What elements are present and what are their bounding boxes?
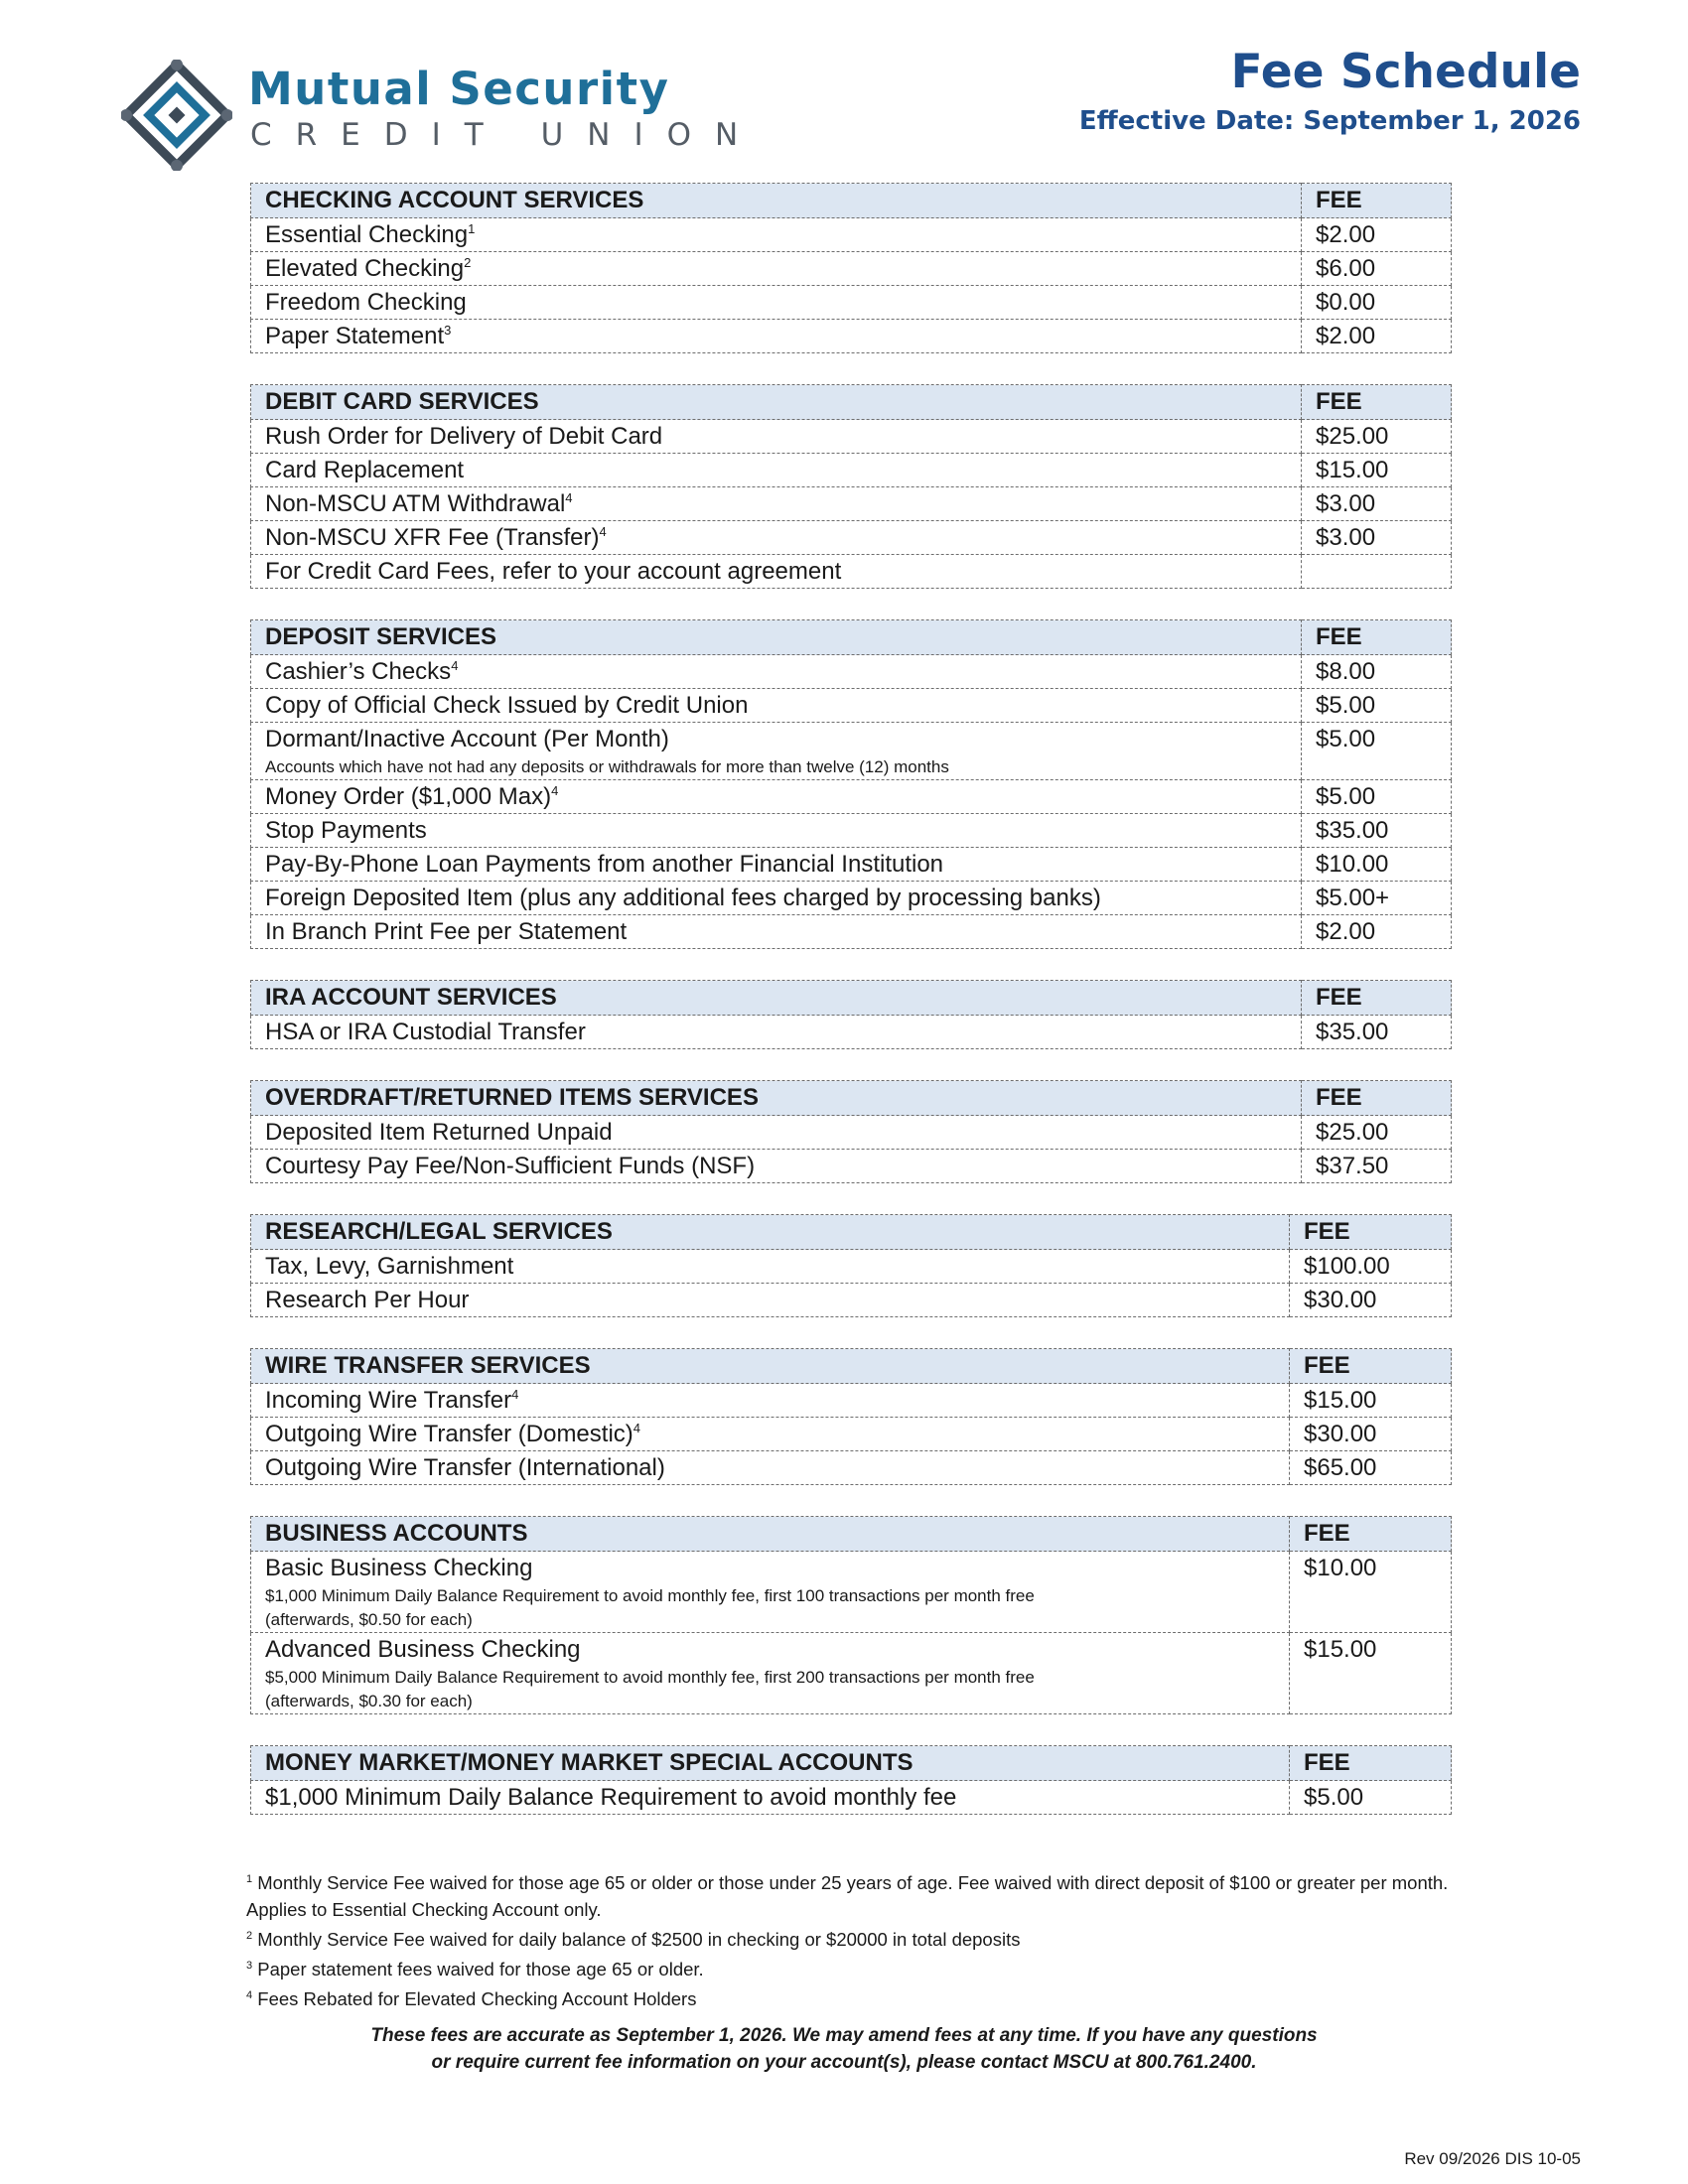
footnote-line — [246, 1953, 1577, 1982]
footnote-marker: 4 — [633, 1421, 641, 1435]
service-name: HSA or IRA Custodial Transfer — [265, 1019, 586, 1045]
service-cell — [251, 454, 1302, 487]
fee-table — [250, 1348, 1452, 1485]
fee-table — [250, 1080, 1452, 1183]
fee-amount: $100.00 — [1290, 1250, 1452, 1284]
table-row — [251, 1633, 1452, 1714]
service-cell — [251, 1284, 1290, 1317]
fee-column-header: FEE — [1290, 1215, 1452, 1250]
section-header-row — [251, 1081, 1452, 1116]
service-cell — [251, 320, 1302, 353]
section-header-row — [251, 1349, 1452, 1384]
fee-column-header: FEE — [1302, 184, 1452, 218]
table-row — [251, 780, 1452, 814]
service-detail: $1,000 Minimum Daily Balance Requirement to avoid monthly fee, first 100 transactions per month free — [265, 1586, 1035, 1605]
service-name: Research Per Hour — [265, 1287, 470, 1313]
fee-amount: $2.00 — [1302, 218, 1452, 252]
fee-amount: $10.00 — [1290, 1552, 1452, 1633]
section-title: RESEARCH/LEGAL SERVICES — [251, 1215, 1290, 1250]
diamond-logo-icon — [121, 60, 232, 171]
service-name: Pay-By-Phone Loan Payments from another Financial Institution — [265, 851, 944, 878]
table-row — [251, 882, 1452, 915]
service-name: Dormant/Inactive Account (Per Month) — [265, 726, 669, 752]
page-title: Fee Schedule — [1230, 45, 1581, 99]
fee-table — [250, 1516, 1452, 1714]
footnotes — [246, 1866, 1577, 2013]
section-title: IRA ACCOUNT SERVICES — [251, 981, 1302, 1016]
fee-tables — [250, 183, 1452, 1845]
service-name: Stop Payments — [265, 817, 427, 844]
closing-line: or require current fee information on your account(s), please contact MSCU at 800.761.2400. — [431, 2052, 1257, 2073]
service-cell — [251, 1418, 1290, 1451]
footnote-marker: 4 — [599, 524, 607, 539]
service-name: Outgoing Wire Transfer (International) — [265, 1454, 665, 1481]
fee-amount — [1302, 555, 1452, 589]
footnote-marker: 4 — [451, 658, 459, 673]
title-block — [1079, 44, 1581, 141]
section-title: CHECKING ACCOUNT SERVICES — [251, 184, 1302, 218]
service-name: Rush Order for Delivery of Debit Card — [265, 423, 663, 450]
service-cell — [251, 420, 1302, 454]
fee-table — [250, 619, 1452, 949]
service-cell — [251, 1250, 1290, 1284]
service-name: Elevated Checking — [265, 255, 465, 282]
footnote-line — [246, 1866, 1577, 1896]
fee-amount: $2.00 — [1302, 915, 1452, 949]
section-title: WIRE TRANSFER SERVICES — [251, 1349, 1290, 1384]
footnote-text: Paper statement fees waived for those age 65 or older. — [252, 1959, 704, 1980]
service-cell — [251, 882, 1302, 915]
footnote-text: Applies to Essential Checking Account only. — [246, 1899, 602, 1921]
footnote-text: Monthly Service Fee waived for those age 65 or older or those under 25 years of age. Fee waived with direct deposit of $100 or greater per month. — [252, 1872, 1449, 1894]
fee-table — [250, 183, 1452, 353]
fee-amount: $15.00 — [1290, 1633, 1452, 1714]
table-row — [251, 1250, 1452, 1284]
service-name: Card Replacement — [265, 457, 465, 483]
service-cell — [251, 1150, 1302, 1183]
service-name: Paper Statement — [265, 323, 445, 349]
footnote-line — [246, 1896, 1577, 1923]
fee-column-header: FEE — [1290, 1517, 1452, 1552]
service-name: In Branch Print Fee per Statement — [265, 918, 628, 945]
section-header-row — [251, 1517, 1452, 1552]
fee-amount: $3.00 — [1302, 521, 1452, 555]
service-cell — [251, 1116, 1302, 1150]
service-name: $1,000 Minimum Daily Balance Requirement to avoid monthly fee — [265, 1784, 957, 1811]
footnote-text: Fees Rebated for Elevated Checking Account Holders — [252, 1988, 697, 2010]
service-name: Foreign Deposited Item (plus any additional fees charged by processing banks) — [265, 885, 1101, 911]
section-header-row — [251, 620, 1452, 655]
service-name: Tax, Levy, Garnishment — [265, 1253, 514, 1280]
service-name: Courtesy Pay Fee/Non-Sufficient Funds (NSF) — [265, 1153, 756, 1179]
table-row — [251, 286, 1452, 320]
service-cell — [251, 780, 1302, 814]
table-row — [251, 915, 1452, 949]
section-title: DEBIT CARD SERVICES — [251, 385, 1302, 420]
table-row — [251, 655, 1452, 689]
service-cell — [251, 521, 1302, 555]
section-title: MONEY MARKET/MONEY MARKET SPECIAL ACCOUNTS — [251, 1746, 1290, 1781]
table-row — [251, 521, 1452, 555]
service-cell — [251, 286, 1302, 320]
fee-amount: $37.50 — [1302, 1150, 1452, 1183]
footnote-number: 4 — [246, 1989, 253, 2002]
section-header-row — [251, 1746, 1452, 1781]
fee-table — [250, 1745, 1452, 1815]
service-cell — [251, 218, 1302, 252]
fee-column-header: FEE — [1302, 981, 1452, 1016]
footnote-marker: 3 — [444, 323, 452, 338]
footnote-marker: 2 — [464, 255, 472, 270]
section-header-row — [251, 184, 1452, 218]
footnote-marker: 4 — [551, 783, 559, 798]
section-title: OVERDRAFT/RETURNED ITEMS SERVICES — [251, 1081, 1302, 1116]
fee-amount: $6.00 — [1302, 252, 1452, 286]
table-row — [251, 1116, 1452, 1150]
table-row — [251, 1552, 1452, 1633]
table-row — [251, 1016, 1452, 1049]
revision-code: Rev 09/2026 DIS 10-05 — [1404, 2149, 1581, 2168]
fee-amount: $35.00 — [1302, 814, 1452, 848]
logo-name: Mutual Security — [248, 63, 670, 115]
service-name: Cashier’s Checks — [265, 658, 452, 685]
fee-amount: $5.00 — [1302, 689, 1452, 723]
service-cell — [251, 655, 1302, 689]
fee-column-header: FEE — [1302, 620, 1452, 655]
fee-amount: $15.00 — [1290, 1384, 1452, 1418]
table-row — [251, 1384, 1452, 1418]
table-row — [251, 420, 1452, 454]
section-header-row — [251, 1215, 1452, 1250]
section-title: DEPOSIT SERVICES — [251, 620, 1302, 655]
section-header-row — [251, 385, 1452, 420]
service-cell — [251, 1633, 1290, 1714]
section-header-row — [251, 981, 1452, 1016]
closing-line: These fees are accurate as September 1, 2026. We may amend fees at any time. If you have any questions — [370, 2025, 1318, 2046]
service-cell — [251, 848, 1302, 882]
service-cell — [251, 1781, 1290, 1815]
footnote-number: 2 — [246, 1930, 253, 1943]
service-cell — [251, 814, 1302, 848]
effective-date: Effective Date: September 1, 2026 — [1078, 106, 1581, 136]
fee-table — [250, 980, 1452, 1049]
fee-amount: $65.00 — [1290, 1451, 1452, 1485]
table-row — [251, 1150, 1452, 1183]
fee-amount: $15.00 — [1302, 454, 1452, 487]
logo-wordmark — [248, 64, 762, 155]
table-row — [251, 723, 1452, 780]
service-name: For Credit Card Fees, refer to your account agreement — [265, 558, 842, 585]
fee-amount: $2.00 — [1302, 320, 1452, 353]
table-row — [251, 454, 1452, 487]
footnote-marker: 1 — [468, 221, 476, 236]
service-name: Deposited Item Returned Unpaid — [265, 1119, 613, 1146]
service-name: Freedom Checking — [265, 289, 467, 316]
fee-column-header: FEE — [1290, 1746, 1452, 1781]
fee-column-header: FEE — [1302, 1081, 1452, 1116]
fee-amount: $25.00 — [1302, 1116, 1452, 1150]
service-cell — [251, 555, 1302, 589]
fee-amount: $5.00 — [1302, 780, 1452, 814]
fee-amount: $8.00 — [1302, 655, 1452, 689]
fee-column-header: FEE — [1290, 1349, 1452, 1384]
footnote-marker: 4 — [565, 490, 573, 505]
service-cell — [251, 487, 1302, 521]
fee-amount: $35.00 — [1302, 1016, 1452, 1049]
footnote-line — [246, 1923, 1577, 1953]
service-name: Non-MSCU ATM Withdrawal — [265, 490, 566, 517]
fee-amount: $10.00 — [1302, 848, 1452, 882]
table-row — [251, 218, 1452, 252]
table-row — [251, 320, 1452, 353]
fee-amount: $3.00 — [1302, 487, 1452, 521]
service-cell — [251, 252, 1302, 286]
fee-amount: $25.00 — [1302, 420, 1452, 454]
fee-table — [250, 384, 1452, 589]
closing-statement — [248, 2022, 1440, 2076]
footnote-text: Monthly Service Fee waived for daily balance of $2500 in checking or $20000 in total deposits — [252, 1929, 1021, 1951]
service-name: Incoming Wire Transfer — [265, 1387, 512, 1414]
table-row — [251, 814, 1452, 848]
table-row — [251, 848, 1452, 882]
service-detail: (afterwards, $0.30 for each) — [265, 1692, 473, 1710]
fee-amount: $30.00 — [1290, 1284, 1452, 1317]
service-cell — [251, 1552, 1290, 1633]
section-title: BUSINESS ACCOUNTS — [251, 1517, 1290, 1552]
table-row — [251, 689, 1452, 723]
page-header — [0, 0, 1688, 169]
service-name: Essential Checking — [265, 221, 469, 248]
service-cell — [251, 915, 1302, 949]
fee-amount: $0.00 — [1302, 286, 1452, 320]
footnote-marker: 4 — [511, 1387, 519, 1402]
table-row — [251, 1418, 1452, 1451]
service-cell — [251, 1384, 1290, 1418]
fee-amount: $5.00 — [1290, 1781, 1452, 1815]
service-cell — [251, 723, 1302, 780]
service-name: Money Order ($1,000 Max) — [265, 783, 552, 810]
service-cell — [251, 1451, 1290, 1485]
logo-subname: CREDIT UNION — [250, 117, 763, 153]
fee-amount: $5.00+ — [1302, 882, 1452, 915]
service-detail: (afterwards, $0.50 for each) — [265, 1610, 473, 1629]
service-name: Non-MSCU XFR Fee (Transfer) — [265, 524, 600, 551]
table-row — [251, 252, 1452, 286]
footnote-line — [246, 1982, 1577, 2012]
footnote-number: 3 — [246, 1960, 253, 1973]
service-detail: Accounts which have not had any deposits or withdrawals for more than twelve (12) months — [265, 757, 949, 776]
service-detail: $5,000 Minimum Daily Balance Requirement to avoid monthly fee, first 200 transactions per month free — [265, 1668, 1035, 1687]
table-row — [251, 1781, 1452, 1815]
footnote-number: 1 — [246, 1873, 253, 1885]
service-name: Basic Business Checking — [265, 1555, 533, 1581]
fee-amount: $30.00 — [1290, 1418, 1452, 1451]
table-row — [251, 1284, 1452, 1317]
service-cell — [251, 689, 1302, 723]
table-row — [251, 1451, 1452, 1485]
service-name: Copy of Official Check Issued by Credit Union — [265, 692, 749, 719]
service-cell — [251, 1016, 1302, 1049]
fee-amount: $5.00 — [1302, 723, 1452, 780]
fee-column-header: FEE — [1302, 385, 1452, 420]
fee-table — [250, 1214, 1452, 1317]
table-row — [251, 487, 1452, 521]
service-name: Outgoing Wire Transfer (Domestic) — [265, 1421, 633, 1447]
service-name: Advanced Business Checking — [265, 1636, 581, 1663]
table-row — [251, 555, 1452, 589]
